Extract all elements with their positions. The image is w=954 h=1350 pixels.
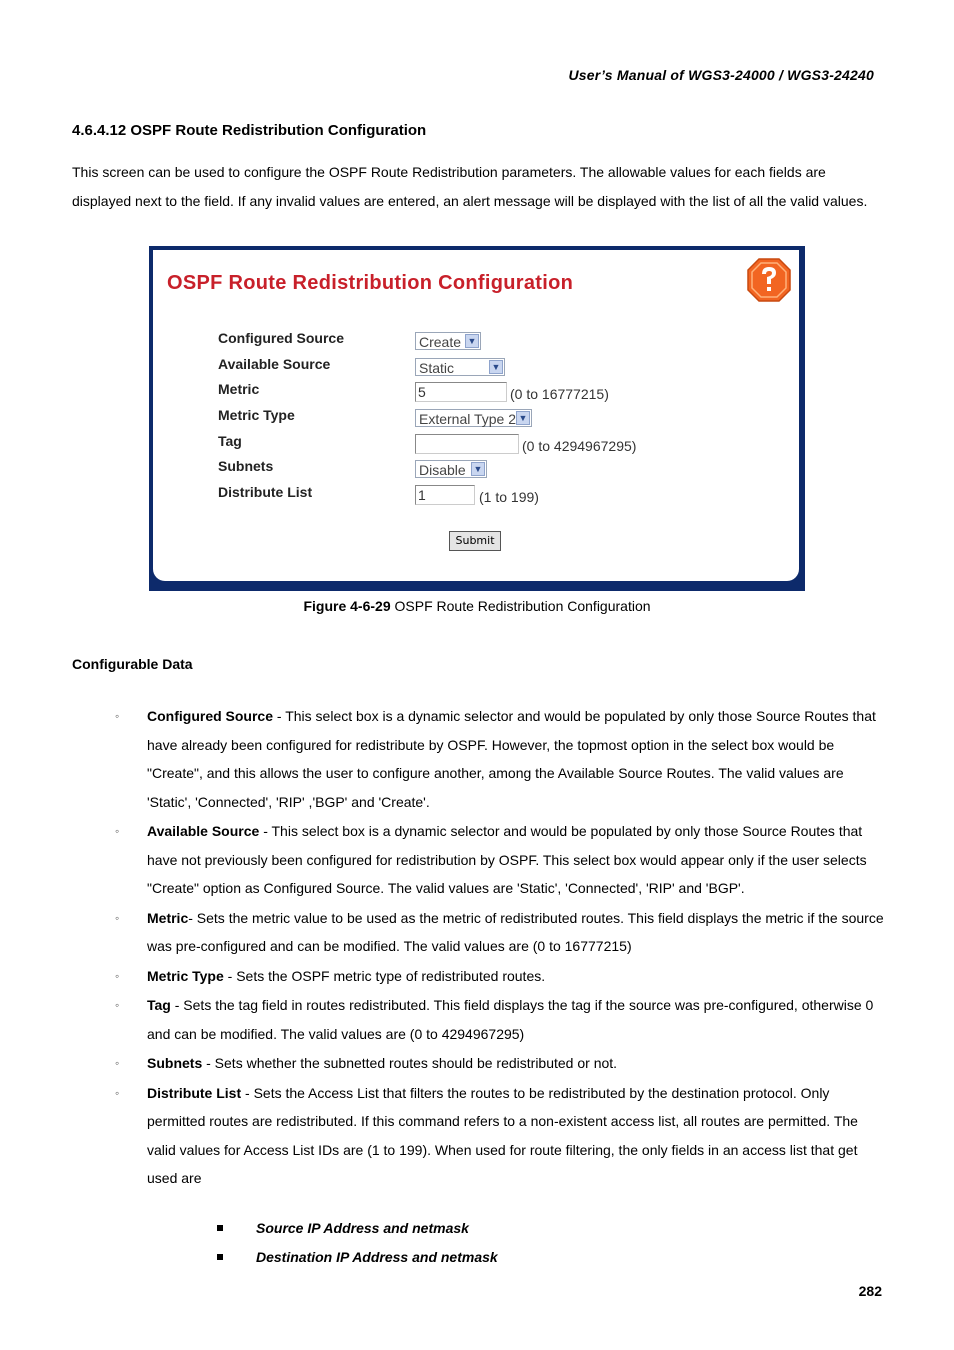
circle-bullet-icon: ◦ [115,824,120,838]
metric-label: Metric [218,381,260,397]
configurable-data-list [110,702,886,1193]
item-term: Configured Source [147,708,274,724]
intro-paragraph: This screen can be used to configure the OSPF Route Redistribution parameters. The allowable values for each fields are displayed next to the field. If any invalid values are entered, an alert message will be displayed with the list of all the valid values. [72,164,868,209]
item-text: - Sets the metric value to be used as the metric of redistributed routes. This field displays the metric if the source was pre-configured and can be modified. The valid values are (0 to 16777215) [147,909,884,954]
item-text: - Sets the tag field in routes redistributed. This field displays the tag if the source was pre-configured, otherwise 0 and can be modified. The valid values are (0 to 4294967295) [147,997,874,1042]
item-text: - This select box is a dynamic selector and would be populated by only those Source Routes that have already been configured for redistribute by OSPF. However, the topmost option in the select box would be "Create", and this allows the user to configure another, among the Available Source Routes. The valid values are 'Static', 'Connected', 'RIP' ,'BGP' and 'Create'. [147,708,876,810]
subnets-value: Disable [419,462,466,478]
metric-type-value: External Type 2 [419,411,517,427]
square-bullet-icon [217,1225,223,1231]
config-screenshot-panel [149,246,805,591]
figure-caption-text: OSPF Route Redistribution Configuration [390,598,651,614]
figure-number: Figure 4-6-29 [303,598,391,614]
available-source-value: Static [419,360,455,376]
distribute-list-label: Distribute List [218,484,313,500]
figure-caption [0,598,954,614]
distribute-list-input[interactable]: 1 [415,485,475,505]
list-item [110,817,886,903]
item-term: Distribute List [147,1084,242,1101]
metric-range-hint: (0 to 16777215) [510,386,609,402]
circle-bullet-icon: ◦ [115,709,120,723]
configurable-data-title: Configurable Data [72,656,193,672]
subnets-select[interactable] [415,460,487,478]
item-term: Subnets [147,1055,203,1071]
item-term: Tag [147,997,171,1013]
sub-item: Source IP Address and netmask [256,1220,469,1236]
item-text: - This select box is a dynamic selector and would be populated by only those Source Routes that have not previously been configured for redistribution by OSPF. This select box would appear only if the user selects "Create" option as Configured Source. The valid values are 'Static', 'Connected', 'RIP' and 'BGP'. [147,823,867,896]
list-item [110,904,886,961]
panel-title: OSPF Route Redistribution Configuration [167,272,574,294]
chevron-down-icon: ▼ [471,462,485,476]
list-item [110,962,886,991]
question-help-icon[interactable] [746,257,792,303]
panel-body [153,250,799,581]
circle-bullet-icon: ◦ [115,1056,120,1070]
item-text: - Sets the Access List that filters the routes to be redistributed by the destination protocol. Only permitted routes are redistributed. If this command refers to a non-existent access list, all routes are permitted. The valid values for Access List IDs are (1 to 199). When used for route filtering, the only fields in an access list that get used are [147,1084,858,1186]
circle-bullet-icon: ◦ [115,968,120,983]
configured-source-label: Configured Source [218,330,345,346]
metric-type-label: Metric Type [218,407,295,423]
metric-type-select[interactable] [415,409,532,427]
chevron-down-icon: ▼ [489,360,503,374]
item-text: - Sets the OSPF metric type of redistributed routes. [223,967,546,984]
list-item [110,991,886,1048]
circle-bullet-icon: ◦ [115,910,120,925]
item-term: Metric Type [147,967,224,984]
metric-input[interactable]: 5 [415,382,507,402]
list-item [110,1079,886,1193]
section-title: 4.6.4.12 OSPF Route Redistribution Configuration [72,122,427,139]
sub-item: Destination IP Address and netmask [256,1249,498,1265]
list-item [110,702,886,816]
tag-range-hint: (0 to 4294967295) [522,438,637,454]
item-term: Metric [147,909,189,926]
tag-label: Tag [218,433,242,449]
subnets-label: Subnets [218,458,274,474]
chevron-down-icon: ▼ [465,334,479,348]
circle-bullet-icon: ◦ [115,998,120,1012]
configured-source-select[interactable] [415,332,481,350]
manual-header: User’s Manual of WGS3-24000 / WGS3-24240 [568,67,874,83]
distribute-list-range-hint: (1 to 199) [479,489,539,505]
available-source-select[interactable] [415,358,505,376]
configured-source-value: Create [419,334,462,350]
square-bullet-icon [217,1254,223,1260]
available-source-label: Available Source [218,356,331,372]
submit-button[interactable]: Submit [449,531,501,551]
circle-bullet-icon: ◦ [115,1085,120,1100]
item-term: Available Source [147,823,260,839]
item-text: - Sets whether the subnetted routes should be redistributed or not. [202,1055,618,1071]
page-number: 282 [858,1283,882,1299]
list-item [110,1049,886,1078]
tag-input[interactable] [415,434,519,454]
chevron-down-icon: ▼ [516,411,530,425]
